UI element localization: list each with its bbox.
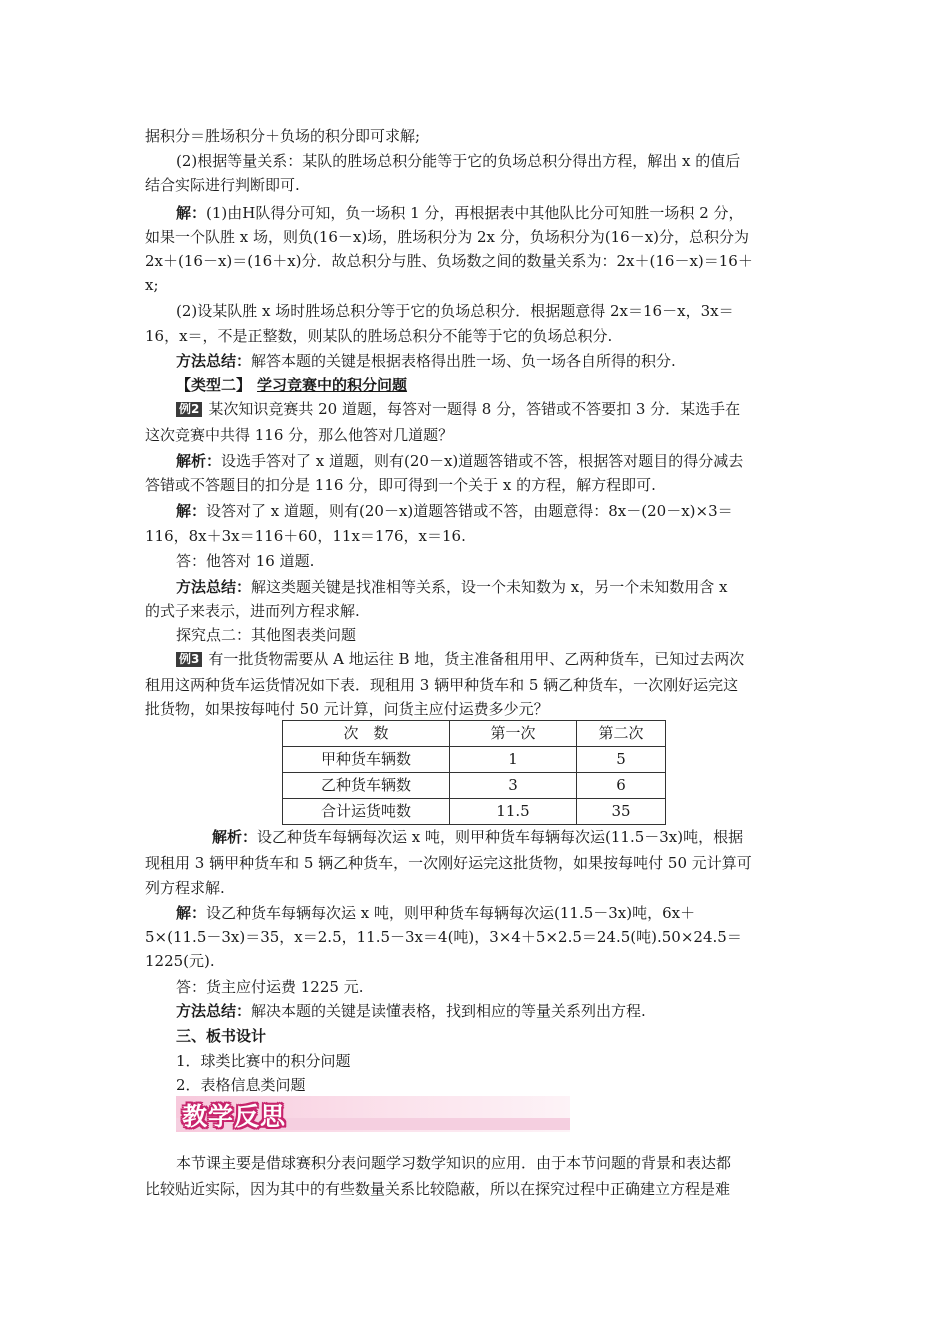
text-line xyxy=(145,877,810,899)
example-tag: 例2 xyxy=(176,402,202,417)
table-cell: 35 xyxy=(577,799,666,825)
text-line xyxy=(176,648,810,670)
table-cell: 5 xyxy=(577,747,666,773)
table-header-cell: 第一次 xyxy=(450,721,577,747)
type-label: 【类型二】 xyxy=(176,376,252,394)
text-line xyxy=(176,976,810,998)
line-text: 答：他答对 16 道题. xyxy=(176,552,315,570)
text-line xyxy=(145,250,810,272)
type-title: 学习竞赛中的积分问题 xyxy=(257,376,408,394)
text-line xyxy=(212,826,810,848)
text-line xyxy=(176,1074,810,1096)
text-line xyxy=(176,350,810,372)
line-text: 答错或不答题目的扣分是 116 分，即可得到一个关于 x 的方程，解方程即可. xyxy=(145,476,656,494)
table-cell: 11.5 xyxy=(450,799,577,825)
line-text: 答：货主应付运费 1225 元. xyxy=(176,978,364,996)
text-line xyxy=(145,226,810,248)
shipping-table xyxy=(282,720,666,825)
line-text: 1．球类比赛中的积分问题 xyxy=(176,1052,351,1070)
table-row xyxy=(283,773,666,799)
text-line xyxy=(176,550,810,572)
line-text: 据积分＝胜场积分＋负场的积分即可求解; xyxy=(145,127,421,145)
analysis-label: 解析： xyxy=(212,828,258,846)
method-summary-label: 方法总结： xyxy=(176,1002,252,1020)
text-line xyxy=(145,674,810,696)
line-text: x; xyxy=(145,276,159,294)
text-line xyxy=(176,202,810,224)
table-cell: 6 xyxy=(577,773,666,799)
table-header-cell: 次 数 xyxy=(283,721,450,747)
line-text: 116，8x＋3x＝116＋60，11x＝176，x＝16. xyxy=(145,527,466,545)
line-text: 设乙种货车每辆每次运 x 吨，则甲种货车每辆每次运(11.5－3x)吨，根据 xyxy=(257,828,744,846)
text-line xyxy=(145,600,810,622)
solution-label: 解： xyxy=(176,204,207,222)
table-cell: 合计运货吨数 xyxy=(283,799,450,825)
line-text: 设选手答对了 x 道题，则有(20－x)道题答错或不答，根据答对题目的得分减去 xyxy=(221,452,744,470)
line-text: 1225(元). xyxy=(145,952,215,970)
example-tag: 例3 xyxy=(176,652,202,667)
line-text: 2．表格信息类问题 xyxy=(176,1076,306,1094)
line-text: 有一批货物需要从 A 地运往 B 地，货主准备租用甲、乙两种货车，已知过去两次 xyxy=(208,650,745,668)
line-text: 2x＋(16－x)＝(16＋x)分．故总积分与胜、负场数之间的数量关系为：2x＋(16－x)＝16＋ xyxy=(145,252,753,270)
text-line xyxy=(145,525,810,547)
text-line xyxy=(145,1178,810,1200)
text-line xyxy=(176,300,810,322)
reflection-banner-title: 教学反思 xyxy=(182,1102,287,1131)
line-text: 解决本题的关键是读懂表格，找到相应的等量关系列出方程. xyxy=(251,1002,646,1020)
table-cell: 3 xyxy=(450,773,577,799)
text-line xyxy=(145,950,810,972)
line-text: 这次竞赛中共得 116 分，那么他答对几道题？ xyxy=(145,426,454,444)
method-summary-label: 方法总结： xyxy=(176,352,252,370)
text-line xyxy=(176,398,810,420)
line-text: 设答对了 x 道题，则有(20－x)道题答错或不答，由题意得：8x－(20－x)×3＝ xyxy=(206,502,733,520)
line-text: 批货物，如果按每吨付 50 元计算，问货主应付运费多少元？ xyxy=(145,700,549,718)
text-line xyxy=(176,500,810,522)
section-heading xyxy=(176,374,810,396)
text-line xyxy=(145,474,810,496)
text-line xyxy=(145,325,810,347)
line-text: (2)根据等量关系：某队的胜场总积分能等于它的负场总积分得出方程，解出 x 的值后 xyxy=(176,152,741,170)
line-text: 比较贴近实际，因为其中的有些数量关系比较隐蔽，所以在探究过程中正确建立方程是难 xyxy=(145,1180,731,1198)
table-header-cell: 第二次 xyxy=(577,721,666,747)
text-line xyxy=(176,1050,810,1072)
text-line xyxy=(176,902,810,924)
text-line xyxy=(176,150,810,172)
line-text: (2)设某队胜 x 场时胜场总积分等于它的负场总积分．根据题意得 2x＝16－x，3x＝ xyxy=(176,302,734,320)
table-row xyxy=(283,799,666,825)
line-text: 探究点二：其他图表类问题 xyxy=(176,626,357,644)
table-cell: 1 xyxy=(450,747,577,773)
line-text: 三、板书设计 xyxy=(176,1027,267,1045)
text-line xyxy=(176,1000,810,1022)
text-line xyxy=(145,174,810,196)
line-text: 的式子来表示，进而列方程求解. xyxy=(145,602,360,620)
text-line xyxy=(176,1152,810,1174)
line-text: 16，x＝，不是正整数，则某队的胜场总积分不能等于它的负场总积分. xyxy=(145,327,613,345)
text-line xyxy=(176,624,810,646)
line-text: 设乙种货车每辆每次运 x 吨，则甲种货车每辆每次运(11.5－3x)吨，6x＋ xyxy=(206,904,696,922)
solution-label: 解： xyxy=(176,904,207,922)
line-text: 结合实际进行判断即可. xyxy=(145,176,300,194)
text-line xyxy=(145,926,810,948)
text-line xyxy=(176,450,810,472)
line-text: 本节课主要是借球赛积分表问题学习数学知识的应用．由于本节问题的背景和表达都 xyxy=(176,1154,732,1172)
text-line xyxy=(145,852,810,874)
line-text: 现租用 3 辆甲种货车和 5 辆乙种货车，一次刚好运完这批货物，如果按每吨付 50 元计算可 xyxy=(145,854,752,872)
line-text: 租用这两种货车运货情况如下表．现租用 3 辆甲种货车和 5 辆乙种货车，一次刚好运完这 xyxy=(145,676,739,694)
table-cell: 乙种货车辆数 xyxy=(283,773,450,799)
solution-label: 解： xyxy=(176,502,207,520)
line-text: 解这类题关键是找准相等关系，设一个未知数为 x，另一个未知数用含 x xyxy=(251,578,728,596)
text-line xyxy=(145,698,810,720)
text-line xyxy=(176,576,810,598)
text-line xyxy=(145,274,810,296)
line-text: (1)由H队得分可知，负一场积 1 分，再根据表中其他队比分可知胜一场积 2 分， xyxy=(206,204,744,222)
table-cell: 甲种货车辆数 xyxy=(283,747,450,773)
table-header-row xyxy=(283,721,666,747)
line-text: 5×(11.5－3x)＝35，x＝2.5，11.5－3x＝4(吨)，3×4＋5×2.5＝24.5(吨).50×24.5＝ xyxy=(145,928,742,946)
line-text: 某次知识竞赛共 20 道题，每答对一题得 8 分，答错或不答要扣 3 分．某选手在 xyxy=(208,400,741,418)
text-line xyxy=(145,125,810,147)
table-row xyxy=(283,747,666,773)
text-line xyxy=(145,424,810,446)
line-text: 如果一个队胜 x 场，则负(16－x)场，胜场积分为 2x 分，负场积分为(16－x)分，总积分为 xyxy=(145,228,750,246)
line-text: 解答本题的关键是根据表格得出胜一场、负一场各自所得的积分. xyxy=(251,352,676,370)
method-summary-label: 方法总结： xyxy=(176,578,252,596)
section-heading xyxy=(176,1025,810,1047)
analysis-label: 解析： xyxy=(176,452,222,470)
line-text: 列方程求解. xyxy=(145,879,225,897)
